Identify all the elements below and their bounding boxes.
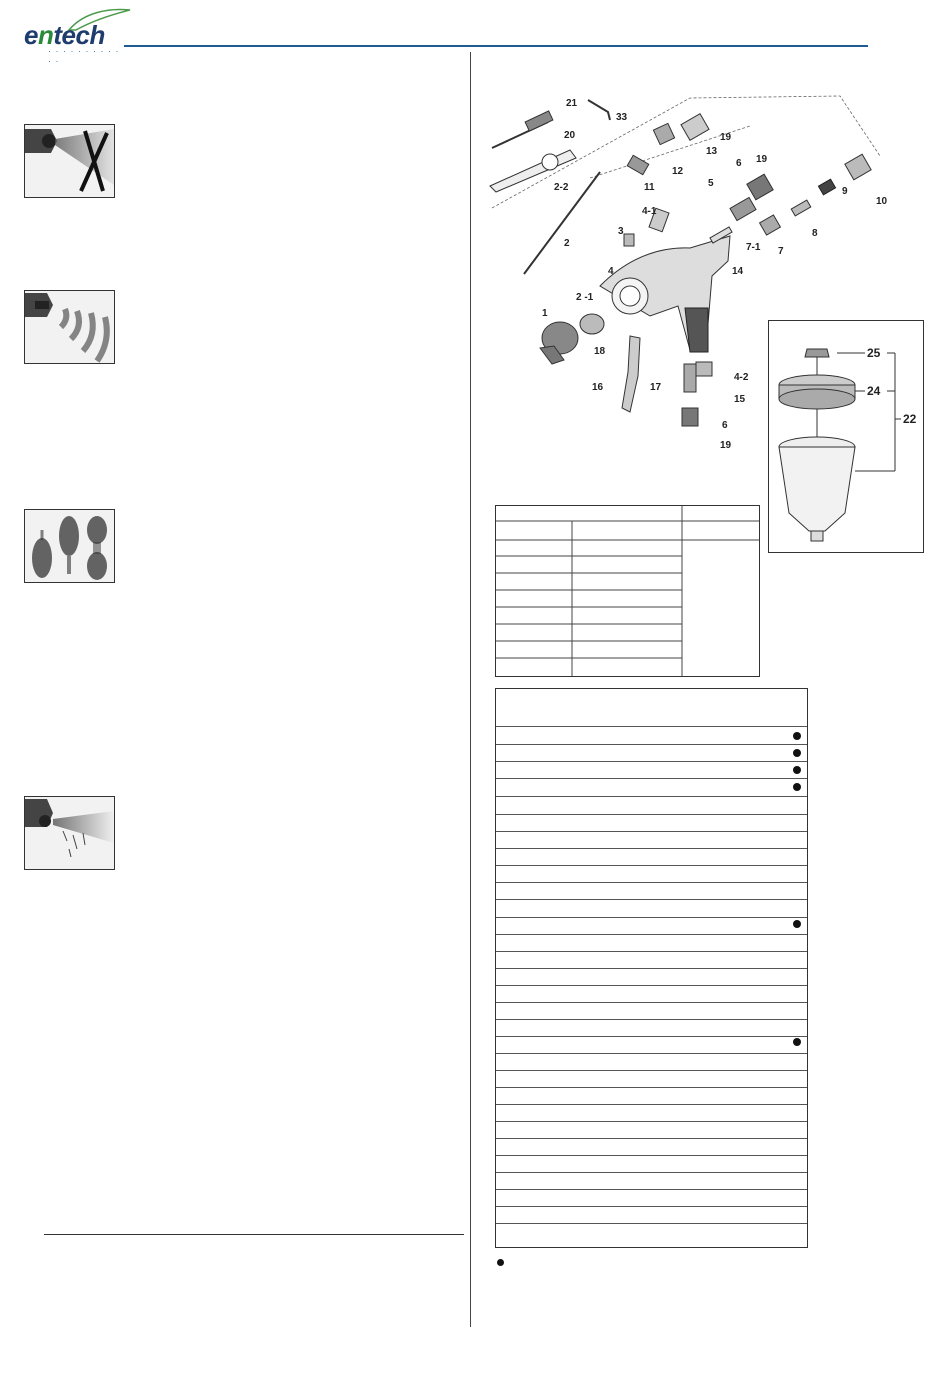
svg-text:24: 24 <box>867 384 881 398</box>
parts-row-divider <box>496 882 807 883</box>
parts-row-divider <box>496 1189 807 1190</box>
svg-text:3: 3 <box>618 226 624 237</box>
svg-text:9: 9 <box>842 186 848 197</box>
allen-key-part <box>588 100 610 120</box>
parts-row-divider <box>496 778 807 779</box>
parts-row-divider <box>496 814 807 815</box>
svg-text:11: 11 <box>644 182 655 193</box>
parts-row-divider <box>496 1121 807 1122</box>
svg-text:16: 16 <box>592 382 604 393</box>
wear-part-bullet <box>793 732 801 740</box>
svg-text:12: 12 <box>672 166 684 177</box>
svg-text:1: 1 <box>542 308 548 319</box>
brand-suffix: tech <box>53 20 105 50</box>
svg-text:2: 2 <box>564 238 570 249</box>
svg-text:15: 15 <box>734 394 746 405</box>
svg-text:8: 8 <box>812 228 818 239</box>
cup-lid-plug <box>805 349 829 357</box>
svg-text:4: 4 <box>608 266 614 277</box>
brand-logo <box>24 6 124 66</box>
cup-body <box>779 437 855 541</box>
svg-text:21: 21 <box>566 98 578 109</box>
svg-text:25: 25 <box>867 346 881 360</box>
wear-part-bullet <box>793 920 801 928</box>
parts-row-divider <box>496 796 807 797</box>
svg-text:14: 14 <box>732 266 744 277</box>
parts-row-divider <box>496 1087 807 1088</box>
parts-row-divider <box>496 1206 807 1207</box>
wear-part-bullet <box>793 766 801 774</box>
spec-table <box>495 505 760 677</box>
svg-text:17: 17 <box>650 382 662 393</box>
parts-row-divider <box>496 917 807 918</box>
svg-text:18: 18 <box>594 346 606 357</box>
parts-row-divider <box>496 848 807 849</box>
footer-rule <box>44 1234 464 1235</box>
parts-row-divider <box>496 934 807 935</box>
brand-mid: n <box>37 20 54 50</box>
svg-text:20: 20 <box>564 130 576 141</box>
svg-text:22: 22 <box>903 412 917 426</box>
spray-pattern-shapes-icon <box>24 509 115 583</box>
wear-part-bullet <box>793 749 801 757</box>
wear-part-bullet <box>793 783 801 791</box>
parts-row-divider <box>496 1053 807 1054</box>
header-rule <box>124 45 868 47</box>
svg-text:19: 19 <box>720 440 732 451</box>
paint-cup-diagram <box>768 320 924 553</box>
parts-row-divider <box>496 831 807 832</box>
parts-row-divider <box>496 951 807 952</box>
svg-text:4-1: 4-1 <box>642 206 657 217</box>
svg-text:7: 7 <box>778 246 784 257</box>
parts-row-divider <box>496 1002 807 1003</box>
parts-row-divider <box>496 1104 807 1105</box>
svg-text:6: 6 <box>722 420 728 431</box>
parts-row-divider <box>496 899 807 900</box>
spitting-spray-icon <box>24 796 115 870</box>
svg-text:6: 6 <box>736 158 742 169</box>
svg-text:33: 33 <box>616 112 628 123</box>
parts-row-divider <box>496 761 807 762</box>
svg-text:2-2: 2-2 <box>554 182 569 193</box>
cleaning-brush-part <box>492 111 553 148</box>
trigger-part <box>622 336 640 412</box>
brand-prefix: e <box>24 20 38 50</box>
svg-text:5: 5 <box>708 178 714 189</box>
parts-row-divider <box>496 744 807 745</box>
parts-row-divider <box>496 1138 807 1139</box>
legend-bullet <box>497 1259 504 1266</box>
logo-dots: · · · · · · · · · · · · <box>48 46 120 66</box>
svg-text:4-2: 4-2 <box>734 372 749 383</box>
parts-row-divider <box>496 968 807 969</box>
parts-row-divider <box>496 1036 807 1037</box>
gun-body-part <box>600 236 730 352</box>
svg-text:13: 13 <box>706 146 718 157</box>
parts-row-divider <box>496 1155 807 1156</box>
parts-row-divider <box>496 865 807 866</box>
svg-text:2 -1: 2 -1 <box>576 292 594 303</box>
parts-row-divider <box>496 1172 807 1173</box>
cup-lid <box>779 375 855 409</box>
parts-list-table <box>495 688 808 1248</box>
wave-pattern-icon <box>24 290 115 364</box>
column-divider <box>470 52 471 1327</box>
svg-text:10: 10 <box>876 196 888 207</box>
parts-row-divider <box>496 985 807 986</box>
wear-part-bullet <box>793 1038 801 1046</box>
parts-row-divider <box>496 1223 807 1224</box>
svg-text:7-1: 7-1 <box>746 242 761 253</box>
parts-row-divider <box>496 1019 807 1020</box>
spray-gun-cross-icon <box>24 124 115 198</box>
parts-row-divider <box>496 726 807 727</box>
svg-text:19: 19 <box>756 154 768 165</box>
svg-text:19: 19 <box>720 132 732 143</box>
parts-row-divider <box>496 1070 807 1071</box>
